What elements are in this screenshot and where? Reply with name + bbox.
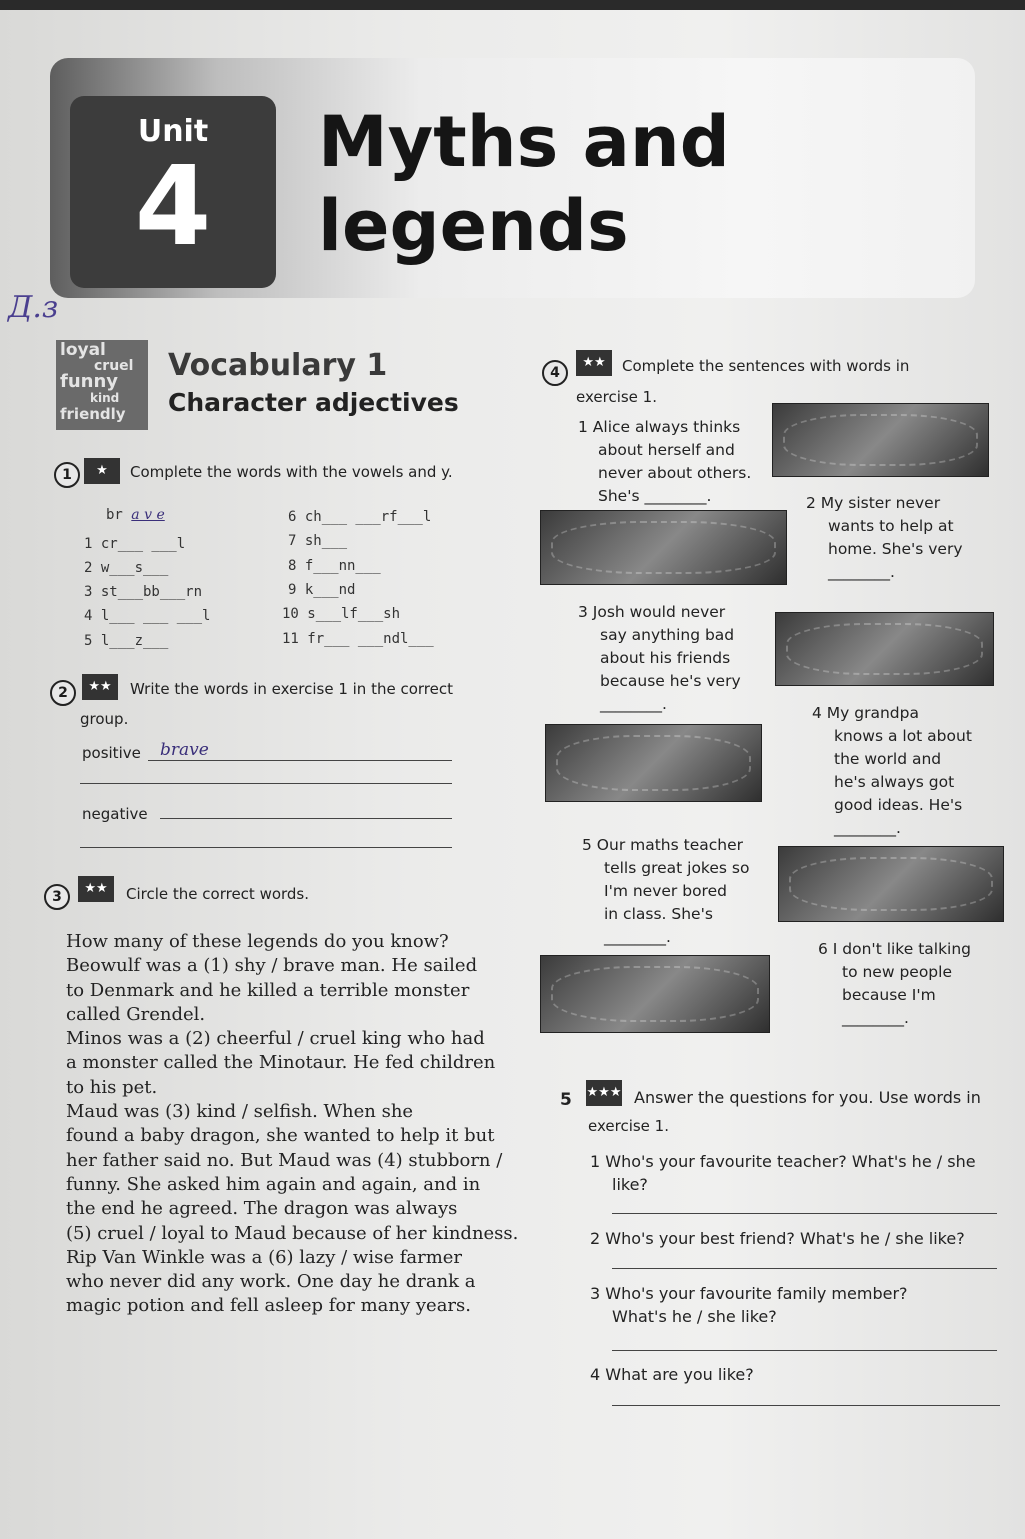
sentence-line: about his friends	[600, 649, 731, 667]
answer-line-4[interactable]	[612, 1405, 1000, 1406]
exercise-2-number: 2	[50, 680, 76, 706]
exercise-4-instruction-cont: exercise 1.	[576, 388, 657, 406]
exercise-5-instruction-cont: exercise 1.	[588, 1117, 669, 1135]
exercise-3-instruction: Circle the correct words.	[126, 885, 310, 903]
story-line: to his pet.	[66, 1076, 158, 1098]
word-item: 10 s___lf___sh	[282, 606, 401, 622]
page-title	[318, 100, 730, 268]
illustration-shy-kids	[540, 955, 770, 1033]
legends-story	[66, 930, 518, 1319]
question-line: 1 Who's your favourite teacher? What's he / she	[590, 1152, 976, 1171]
sentence-line: in class. She's	[604, 905, 713, 923]
word-item: 8 f___nn___	[288, 558, 381, 574]
story-line: Minos was a (2) cheerful / cruel king who had	[66, 1028, 485, 1050]
exercise-1-instruction: Complete the words with the vowels and y.	[130, 463, 453, 481]
sentence-5	[582, 834, 749, 949]
sentence-4	[812, 702, 972, 840]
vocabulary-subheading: Character adjectives	[168, 388, 459, 417]
sentence-line: good ideas. He's	[834, 796, 963, 814]
sentence-line: ________.	[842, 1009, 909, 1027]
positive-label: positive	[82, 744, 141, 762]
story-line: found a baby dragon, she wanted to help it but	[66, 1125, 495, 1147]
positive-answer-line[interactable]	[148, 760, 452, 761]
word-item: 3 st___bb___rn	[84, 584, 203, 600]
word-item: 9 k___nd	[288, 582, 356, 598]
story-line: Maud was (3) kind / selfish. When she	[66, 1101, 414, 1123]
logo-word: kind	[90, 391, 120, 405]
sentence-line: wants to help at	[828, 517, 954, 535]
sentence-line: 3 Josh would never	[578, 603, 726, 621]
answer-line-1[interactable]	[612, 1213, 997, 1214]
sentence-line: She's ________.	[598, 487, 712, 505]
sentence-line: ________.	[604, 928, 671, 946]
sentence-line: say anything bad	[600, 626, 735, 644]
title-line-2: legends	[318, 185, 629, 267]
difficulty-star-icon: ★★	[78, 876, 114, 902]
sentence-3	[578, 601, 741, 716]
sentence-line: he's always got	[834, 773, 955, 791]
negative-answer-line-2[interactable]	[80, 847, 452, 848]
sentence-line: I'm never bored	[604, 882, 727, 900]
exercise-3-number: 3	[44, 884, 70, 910]
story-line: the end he agreed. The dragon was always	[66, 1198, 458, 1220]
answer-line-2[interactable]	[612, 1268, 997, 1269]
sentence-2	[806, 492, 963, 584]
sentence-line: to new people	[842, 963, 952, 981]
word-item: 11 fr___ ___ndl___	[282, 631, 434, 647]
positive-answer-line-2[interactable]	[80, 783, 452, 784]
word-item: 4 l___ ___ ___l	[84, 608, 211, 624]
sentence-line: home. She's very	[828, 540, 963, 558]
question-3	[590, 1282, 908, 1328]
story-line: Rip Van Winkle was a (6) lazy / wise farmer	[66, 1246, 463, 1268]
handwritten-note: Д.з	[8, 290, 59, 325]
unit-number: 4	[134, 142, 212, 270]
sentence-line: ________.	[600, 695, 667, 713]
question-line: What's he / she like?	[612, 1307, 777, 1326]
story-line: a monster called the Minotaur. He fed children	[66, 1052, 496, 1074]
sentence-line: about herself and	[598, 441, 735, 459]
sentence-line: because he's very	[600, 672, 741, 690]
logo-word: cruel	[94, 358, 134, 374]
story-line: her father said no. But Maud was (4) stubborn /	[66, 1149, 503, 1171]
question-line: like?	[612, 1175, 648, 1194]
story-line: called Grendel.	[66, 1003, 206, 1025]
illustration-sister	[540, 510, 787, 585]
question-line: 4 What are you like?	[590, 1365, 754, 1384]
story-line: to Denmark and he killed a terrible monster	[66, 979, 470, 1001]
illustration-alice	[772, 403, 989, 477]
exercise-4-instruction: Complete the sentences with words in	[622, 357, 910, 375]
vocabulary-heading: Vocabulary 1	[168, 348, 388, 383]
sentence-line: 6 I don't like talking	[818, 940, 972, 958]
question-1	[590, 1150, 976, 1196]
sentence-line: tells great jokes so	[604, 859, 750, 877]
sentence-line: 2 My sister never	[806, 494, 941, 512]
question-line: 3 Who's your favourite family member?	[590, 1284, 908, 1303]
story-line: (5) cruel / loyal to Maud because of her kindness.	[66, 1222, 519, 1244]
word-item: 2 w___s___	[84, 560, 169, 576]
story-line: funny. She asked him again and again, and in	[66, 1173, 481, 1195]
illustration-grandpa	[545, 724, 762, 802]
difficulty-star-icon: ★★	[576, 350, 612, 376]
difficulty-star-icon: ★★★	[586, 1080, 622, 1106]
sentence-line: because I'm	[842, 986, 936, 1004]
example-answer: a v e	[131, 507, 165, 523]
sentence-1	[578, 416, 751, 508]
logo-word: loyal	[60, 340, 106, 360]
exercise-5-instruction: Answer the questions for you. Use words in	[634, 1088, 981, 1107]
logo-word: funny	[60, 371, 119, 392]
sentence-line: the world and	[834, 750, 942, 768]
exercise-1-example	[106, 507, 165, 523]
difficulty-star-icon: ★	[84, 458, 120, 484]
exercise-2-instruction-cont: group.	[80, 710, 129, 728]
sentence-line: ________.	[828, 563, 895, 581]
word-item: 5 l___z___	[84, 633, 169, 649]
word-item: 1 cr___ ___l	[84, 536, 186, 552]
unit-badge	[70, 96, 276, 288]
story-line: magic potion and fell asleep for many years.	[66, 1295, 471, 1317]
answer-line-3[interactable]	[612, 1350, 997, 1351]
story-line: Beowulf was a (1) shy / brave man. He sailed	[66, 955, 478, 977]
negative-label: negative	[82, 805, 148, 823]
illustration-teacher	[778, 846, 1004, 922]
negative-answer-line[interactable]	[160, 818, 452, 819]
unit-label: Unit	[137, 114, 209, 149]
question-4	[590, 1363, 754, 1386]
character-words-logo	[56, 340, 148, 430]
title-line-1: Myths and	[318, 101, 730, 183]
story-line: How many of these legends do you know?	[66, 931, 449, 952]
example-prefix: br	[106, 507, 123, 523]
sentence-line: ________.	[834, 819, 901, 837]
word-item: 7 sh___	[288, 533, 348, 549]
positive-answer: brave	[160, 740, 209, 760]
story-line: who never did any work. One day he drank a	[66, 1271, 476, 1293]
sentence-line: 1 Alice always thinks	[578, 418, 741, 436]
question-2	[590, 1227, 965, 1250]
logo-word: friendly	[60, 405, 126, 423]
illustration-josh	[775, 612, 994, 686]
difficulty-star-icon: ★★	[82, 674, 118, 700]
sentence-line: never about others.	[598, 464, 752, 482]
word-item: 6 ch___ ___rf___l	[288, 509, 432, 525]
question-line: 2 Who's your best friend? What's he / she like?	[590, 1229, 965, 1248]
exercise-5-number: 5	[560, 1090, 572, 1110]
sentence-6	[818, 938, 971, 1030]
sentence-line: 4 My grandpa	[812, 704, 919, 722]
exercise-4-number: 4	[542, 360, 568, 386]
sentence-line: knows a lot about	[834, 727, 972, 745]
sentence-line: 5 Our maths teacher	[582, 836, 743, 854]
exercise-1-number: 1	[54, 462, 80, 488]
exercise-2-instruction: Write the words in exercise 1 in the correct	[130, 680, 453, 698]
